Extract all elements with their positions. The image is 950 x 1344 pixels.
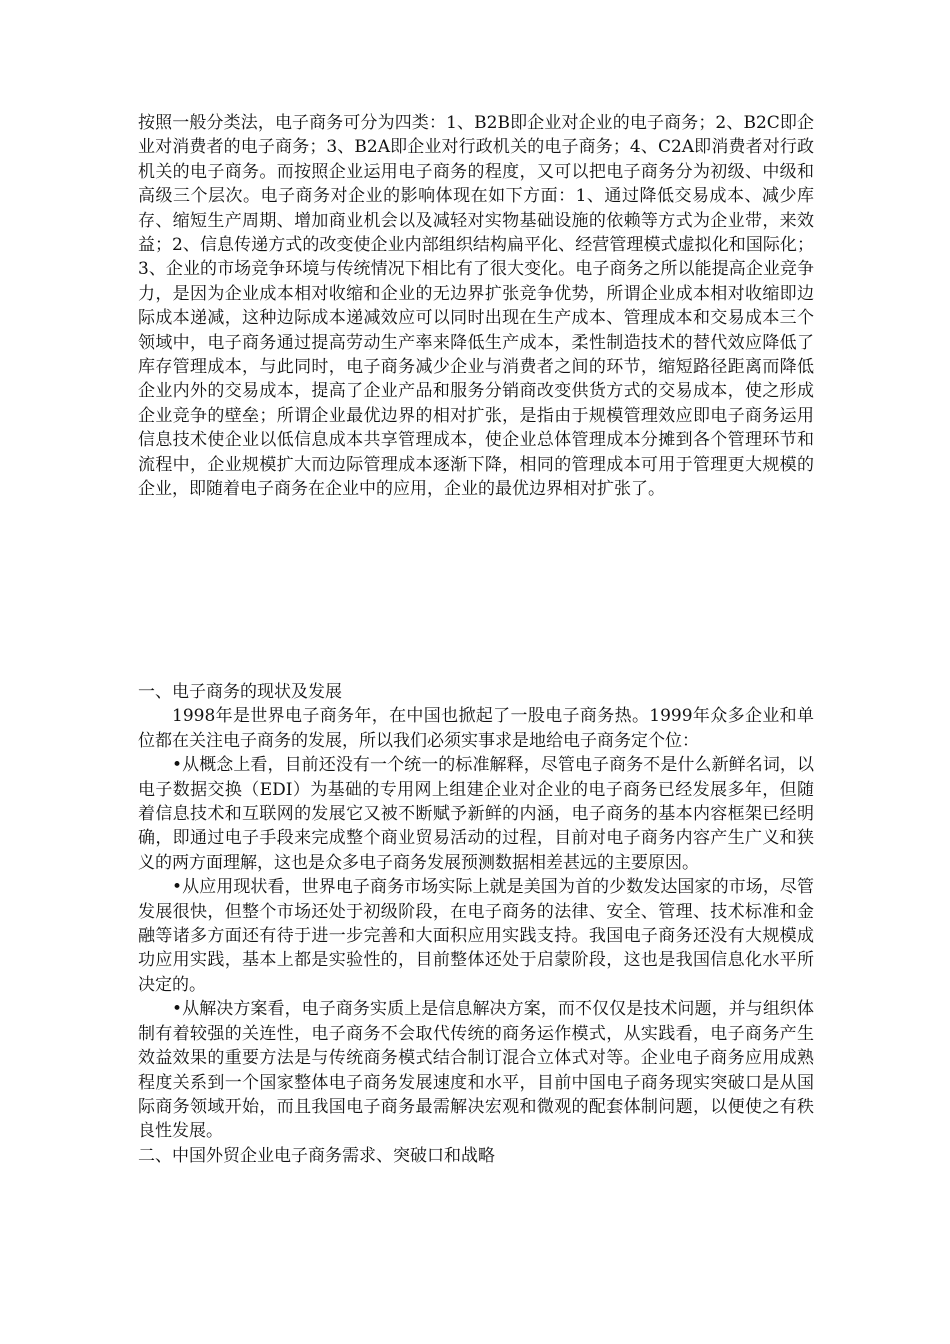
intro-paragraph: 按照一般分类法，电子商务可分为四类：1、B2B即企业对企业的电子商务；2、B2C即企业对消费者的电子商务；3、B2A即企业对行政机关的电子商务；4、C2A即消费者对行政机关的电子商务。而按照企业运用电子商务的程度，又可以把电子商务分为初级、中级和高级三个层次。电子商务对企业的影响体现在如下方面：1、通过降低交易成本、减少库存、缩短生产周期、增加商业机会以及减轻对实物基础设施的依赖等方式为企业带，来效益；2、信息传递方式的改变使企业内部组织结构扁平化、经营管理模式虚拟化和国际化；3、企业的市场竞争环境与传统情况下相比有了很大变化。电子商务之所以能提高企业竞争力，是因为企业成本相对收缩和企业的无边界扩张竞争优势，所谓企业成本相对收缩即边际成本递减，这种边际成本递减效应可以同时出现在生产成本、管理成本和交易成本三个领域中，电子商务通过提高劳动生产率来降低生产成本，柔性制造技术的替代效应降低了库存管理成本，与此同时，电子商务减少企业与消费者之间的环节，缩短路径距离而降低企业内外的交易成本，提高了企业产品和服务分销商改变供货方式的交易成本，使之形成企业竞争的壁垒；所谓企业最优边界的相对扩张，是指由于规模管理效应即电子商务运用信息技术使企业以低信息成本共享管理成本，使企业总体管理成本分摊到各个管理环节和流程中，企业规模扩大而边际管理成本逐渐下降，相同的管理成本可用于管理更大规模的企业，即随着电子商务在企业中的应用，企业的最优边界相对扩张了。 [138,113,814,500]
section-heading: 二、中国外贸企业电子商务需求、突破口和战略 [138,1145,495,1166]
status-development-section [138,680,814,1168]
body-paragraph: •从应用现状看，世界电子商务市场实际上就是美国为首的少数发达国家的市场，尽管发展很快，但整个市场还处于初级阶段，在电子商务的法律、安全、管理、技术标准和金融等诸多方面还有待于进一步完善和大面积应用实践支持。我国电子商务还没有大规模成功应用实践，基本上都是实验性的，目前整体还处于启蒙阶段，这也是我国信息化水平所决定的。 [138,877,814,995]
section-heading: 一、电子商务的现状及发展 [138,682,342,702]
body-paragraph: 1998年是世界电子商务年，在中国也掀起了一股电子商务热。1999年众多企业和单位都在关注电子商务的发展，所以我们必须实事求是地给电子商务定个位： [138,706,814,751]
body-paragraph: •从概念上看，目前还没有一个统一的标准解释，尽管电子商务不是什么新鲜名词，以电子数据交换（EDI）为基础的专用网上组建企业对企业的电子商务已经发展多年，但随着信息技术和互联网的发展它又被不断赋予新鲜的内涵，电子商务的基本内容框架已经明确，即通过电子手段来完成整个商业贸易活动的过程，目前对电子商务内容产生广义和狭义的两方面理解，这也是众多电子商务发展预测数据相差甚远的主要原因。 [138,755,814,873]
body-paragraph: •从解决方案看，电子商务实质上是信息解决方案，而不仅仅是技术问题，并与组织体制有着较强的关连性，电子商务不会取代传统的商务运作模式，从实践看，电子商务产生效益效果的重要方法是与传统商务模式结合制订混合立体式对等。企业电子商务应用成熟程度关系到一个国家整体电子商务发展速度和水平，目前中国电子商务现实突破口是从国际商务领域开始，而且我国电子商务最需解决宏观和微观的配套体制问题，以便使之有秩良性发展。 [138,999,814,1142]
intro-section [138,111,814,502]
